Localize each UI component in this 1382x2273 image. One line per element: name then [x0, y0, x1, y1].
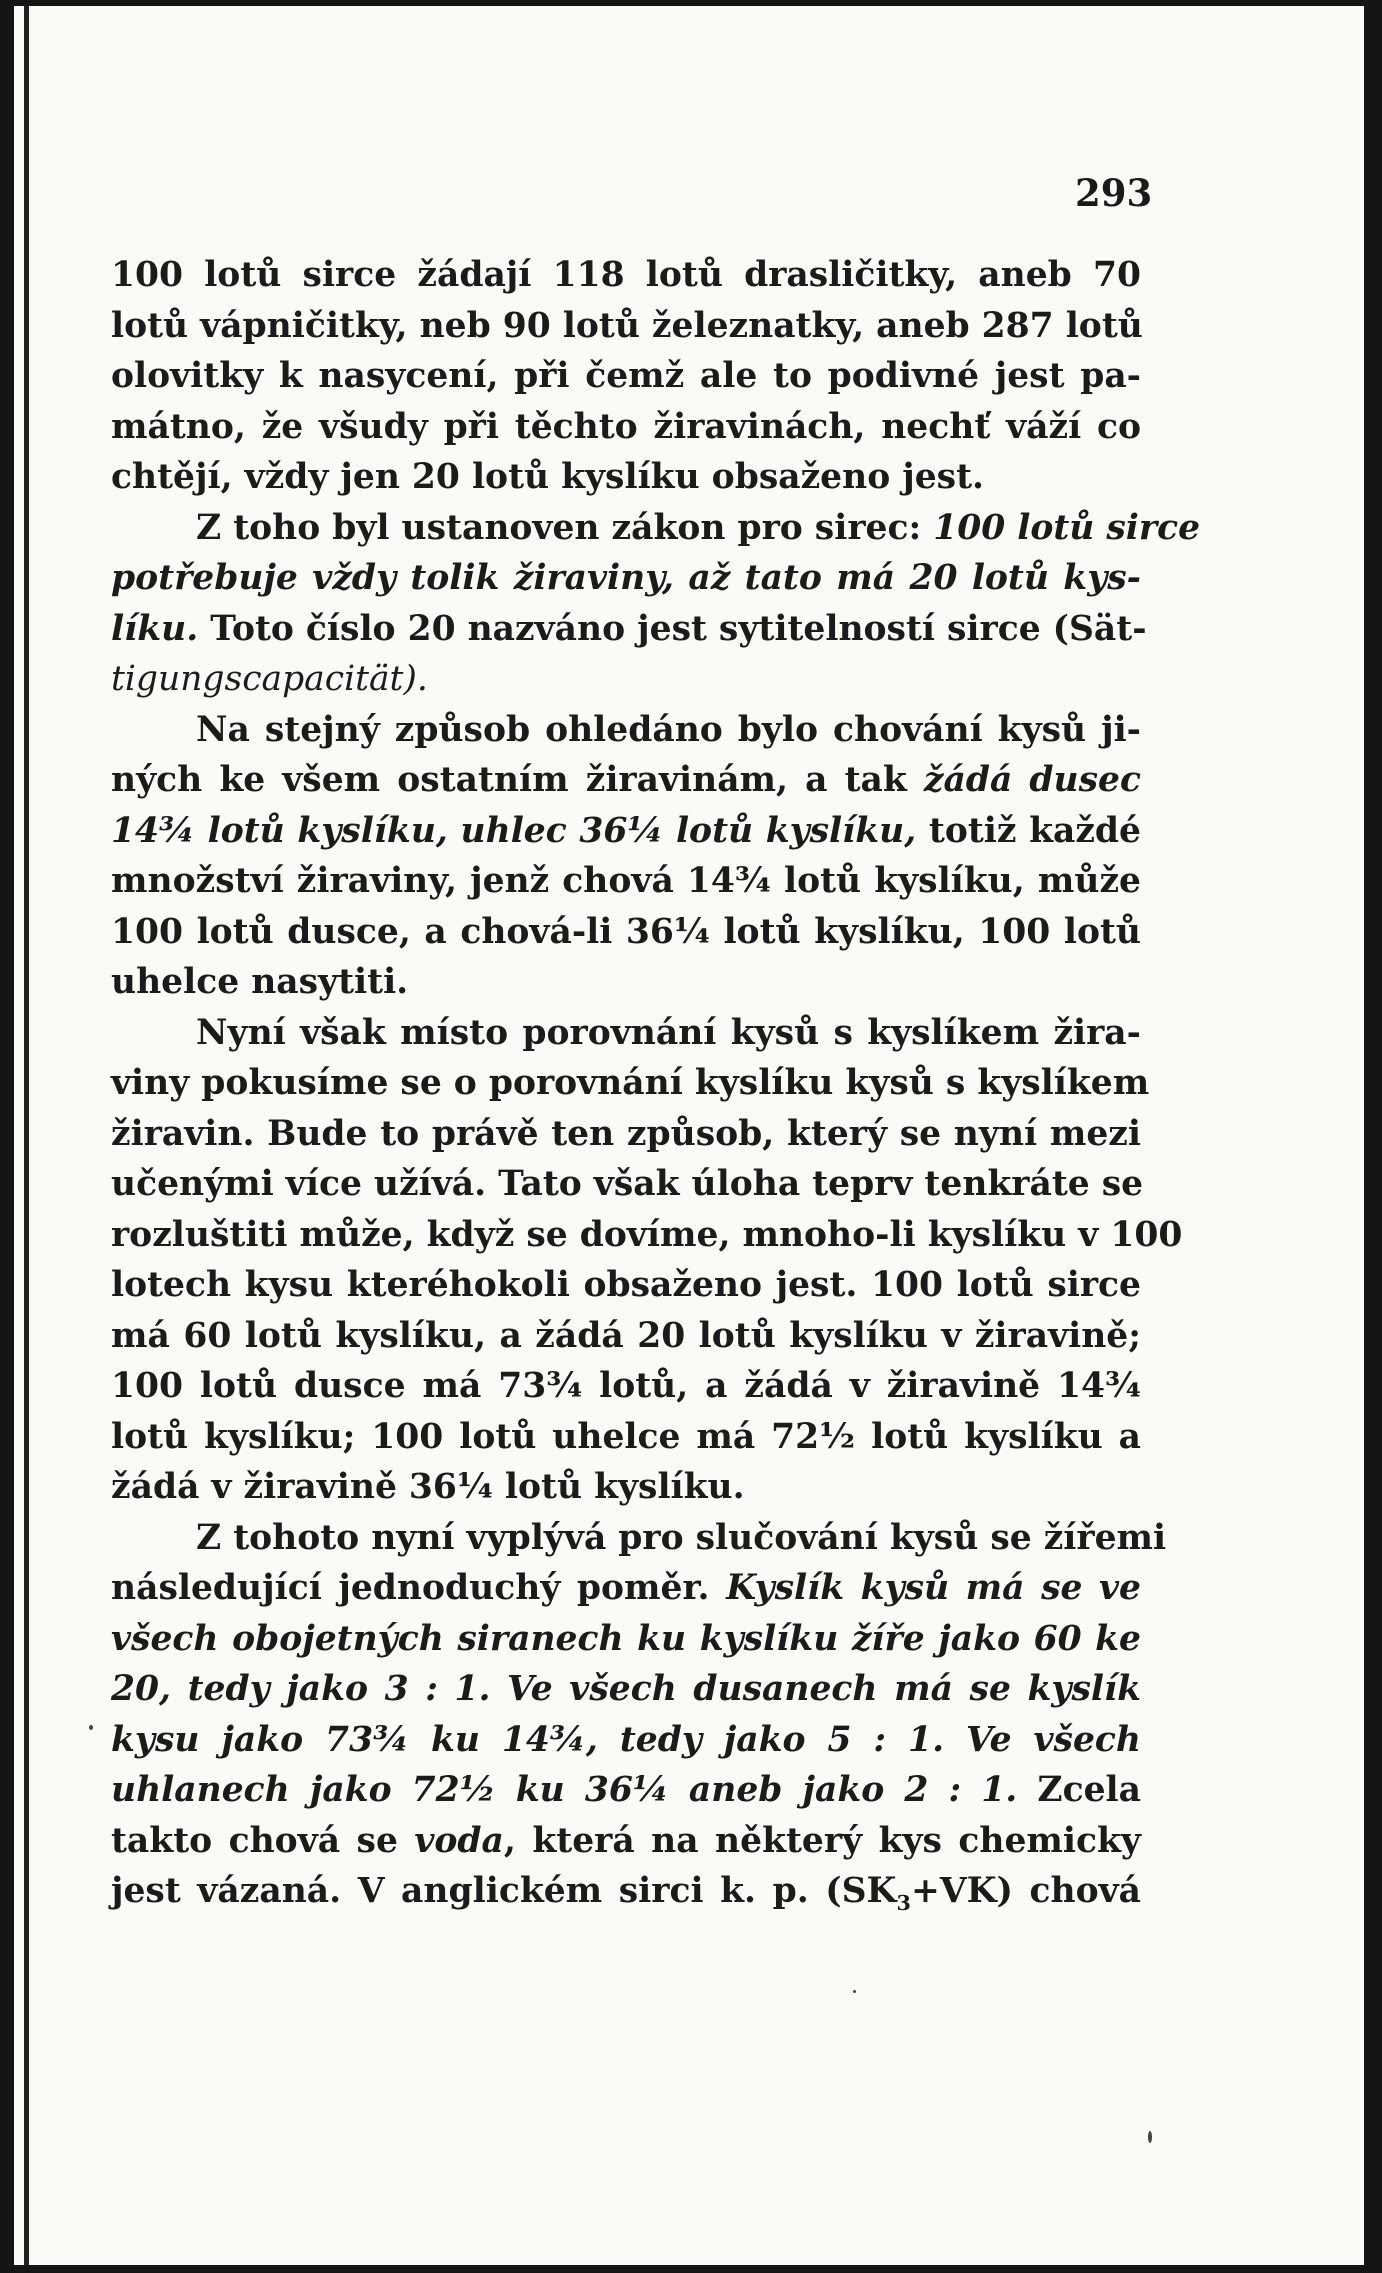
text-line: žiravin. Bude to právě ten způsob, který se nyní mezi	[111, 1113, 1141, 1154]
text-run: následující jednoduchý poměr.	[111, 1568, 727, 1608]
subscript: 3	[896, 1890, 911, 1915]
text-line: 20, tedy jako 3 : 1. Ve všech dusanech má se kyslík	[111, 1669, 1141, 1709]
text-line: uhelce nasytiti.	[111, 962, 409, 1002]
text-line: viny pokusíme se o porovnání kyslíku kysů s kyslíkem	[111, 1063, 1150, 1103]
italic-run: Kyslík kysů má se ve	[726, 1568, 1142, 1608]
text-line: všech obojetných siranech ku kyslíku žíře jako 60 ke	[111, 1618, 1141, 1659]
text-line: mátno, že všudy při těchto žiravinách, nechť váží co	[111, 406, 1141, 447]
text-line: má 60 lotů kyslíku, a žádá 20 lotů kyslíku v žiravině;	[111, 1315, 1141, 1356]
text-body	[111, 250, 1201, 1917]
italic-run: voda	[414, 1820, 504, 1861]
text-run: Z toho byl ustanoven zákon pro sirec:	[196, 507, 934, 548]
text-run: takto chová se	[111, 1820, 415, 1861]
text-line: 100 lotů dusce, a chová-li 36¼ lotů kyslíku, 100 lotů	[111, 911, 1141, 952]
text-line	[111, 604, 1147, 655]
text-line: Nyní však místo porovnání kysů s kyslíkem žira-	[196, 1012, 1141, 1053]
text-line: 100 lotů dusce má 73¾ lotů, a žádá v žiravině 14¾	[111, 1366, 1141, 1406]
text-run: Toto číslo 20 nazváno jest sytitelností sirce (Sät-	[198, 608, 1147, 649]
text-line	[111, 1765, 1141, 1816]
text-line: 100 lotů sirce žádají 118 lotů drasličitky, aneb 70	[111, 255, 1141, 295]
paper-speck	[89, 1725, 93, 1730]
text-line: učenými více užívá. Tato však úloha teprv tenkráte se	[111, 1164, 1144, 1204]
text-run: Zcela	[1017, 1770, 1141, 1810]
page-edge-shadow	[24, 6, 29, 2265]
text-line: olovitky k nasycení, při čemž ale to podivné jest pa-	[111, 356, 1141, 396]
text-line: tigungscapacität).	[111, 659, 428, 699]
text-line: Na stejný způsob ohledáno bylo chování kysů ji-	[196, 709, 1141, 750]
text-line	[111, 755, 1141, 806]
text-line: množství žiraviny, jenž chová 14¾ lotů kyslíku, může	[111, 861, 1141, 901]
italic-run: líku.	[111, 608, 199, 649]
text-line: kysu jako 73¾ ku 14¾, tedy jako 5 : 1. Ve všech	[111, 1719, 1141, 1760]
page-number: 293	[1075, 171, 1153, 215]
italic-run: žádá dusec	[923, 760, 1141, 800]
text-line: žádá v žiravině 36¼ lotů kyslíku.	[111, 1467, 745, 1507]
text-line: potřebuje vždy tolik žiraviny, až tato má 20 lotů kys-	[111, 558, 1141, 598]
italic-run: 14¾ lotů kyslíku, uhlec 36¼ lotů kyslíku,	[111, 810, 917, 851]
text-run: , která na některý kys chemicky	[503, 1820, 1141, 1861]
text-line	[111, 1866, 1141, 1917]
text-line	[111, 1816, 1141, 1867]
text-line: rozluštiti může, když se dovíme, mnoho-li kyslíku v 100	[111, 1214, 1183, 1255]
text-run: +VK) chová	[910, 1871, 1141, 1911]
text-run: ných ke všem ostatním žiravinám, a tak	[111, 760, 924, 800]
italic-run: 100 lotů sirce	[933, 507, 1201, 548]
text-line	[111, 806, 1141, 857]
text-line	[111, 1563, 1141, 1614]
italic-run: uhlanech jako 72½ ku 36¼ aneb jako 2 : 1.	[111, 1770, 1018, 1810]
text-line: lotech kysu kteréhokoli obsaženo jest. 100 lotů sirce	[111, 1265, 1141, 1305]
text-run: totiž každé	[916, 810, 1141, 851]
text-line: chtějí, vždy jen 20 lotů kyslíku obsaženo jest.	[111, 457, 985, 497]
text-line: lotů kyslíku; 100 lotů uhelce má 72½ lotů kyslíku a	[111, 1416, 1141, 1457]
paper-speck	[1148, 2131, 1152, 2143]
text-line: Z tohoto nyní vyplývá pro slučování kysů se žířemi	[196, 1517, 1167, 1558]
text-line	[111, 503, 1201, 554]
paper-speck	[853, 1990, 856, 1993]
text-run: jest vázaná. V anglickém sirci k. p. (SK	[111, 1871, 897, 1911]
text-line: lotů vápničitky, neb 90 lotů železnatky, aneb 287 lotů	[111, 305, 1143, 346]
